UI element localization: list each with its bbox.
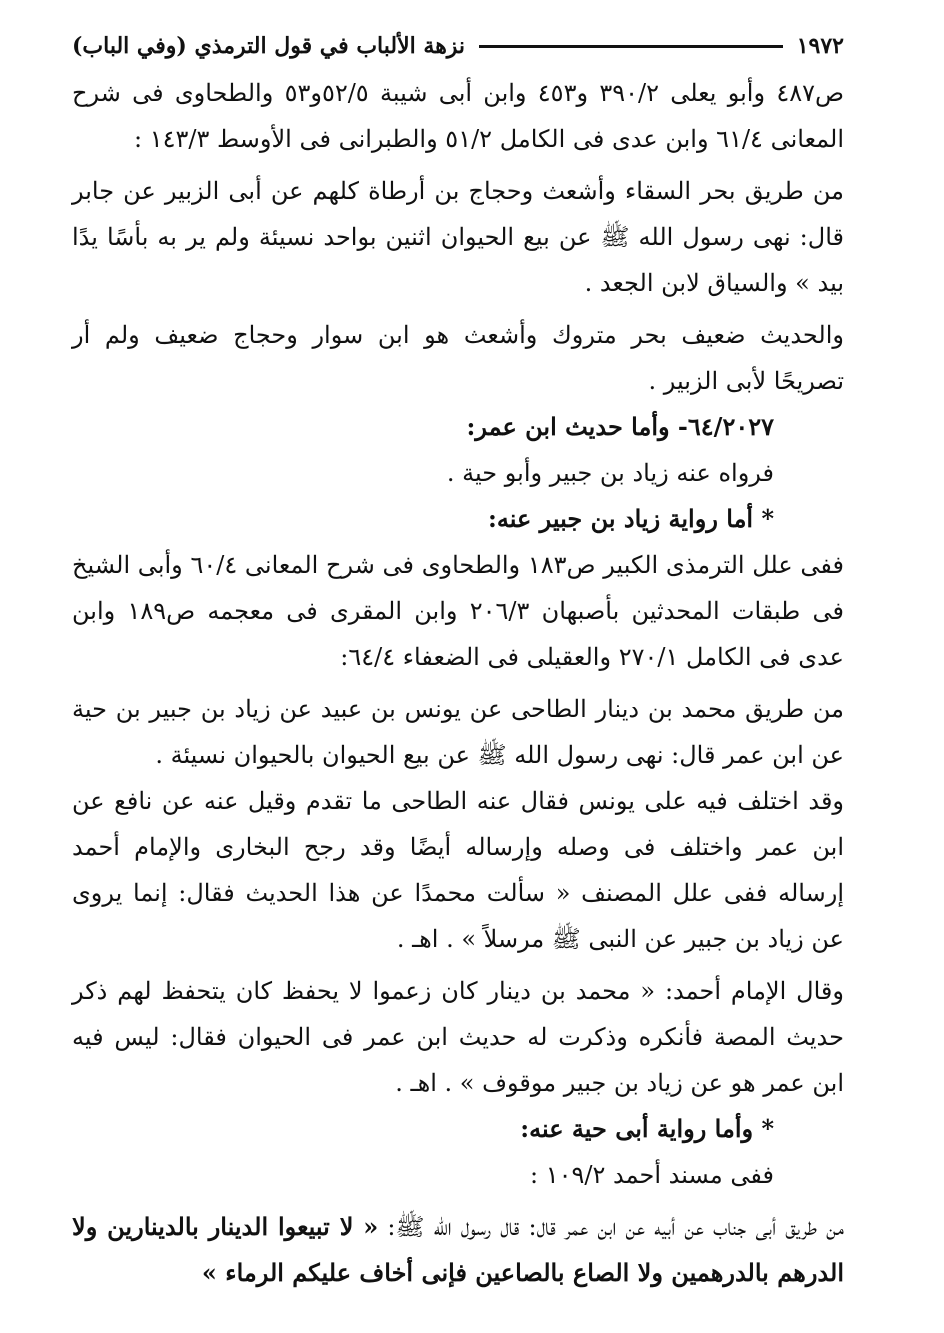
running-title: نزهة الألباب في قول الترمذي (وفي الباب) (72, 33, 466, 59)
paragraph-sources-1: ص٤٨٧ وأبو يعلى ٣٩٠/٢ و٤٥٣ وابن أبى شيبة ٥٢/٥و٥٣ والطحاوى فى شرح المعانى ٦١/٤ وابن عدى فى الكامل ٥١/٢ والطبرانى فى الأوسط ١٤٣/٣ : (72, 79, 844, 153)
paragraph-isnad-jabir: من طريق بحر السقاء وأشعث وحجاج بن أرطاة كلهم عن أبى الزبير عن جابر قال: نهى رسول الله ﷺ عن بيع الحيوان اثنين بواحد نسيئة ولم ير به بأسًا يدًا بيد » والسياق لابن الجعد . (72, 177, 844, 297)
running-header (72, 28, 844, 64)
isnad-lead-text: من طريق أبى جناب عن أبيه عن ابن عمر قال: قال رسول الله ﷺ: (378, 1213, 844, 1241)
subheading-abu-hayya: * وأما رواية أبى حية عنه: (520, 1114, 774, 1143)
paragraph-narrators: فرواه عنه زياد بن جبير وأبو حية . (446, 459, 774, 487)
paragraph-imam-ahmad: وقال الإمام أحمد: « محمد بن دينار كان زعموا لا يحفظ كان يتحفظ لهم ذكر حديث المصة فأنكره وذكرت له حديث ابن عمر فى الحيوان فقال: ليس فيه ابن عمر هو عن زياد بن جبير موقوف » . اهـ . (72, 977, 844, 1097)
page-number: ١٩٧٢ (796, 33, 844, 59)
paragraph-isnad-ziyad: من طريق محمد بن دينار الطاحى عن يونس بن عبيد عن زياد بن جبير بن حية عن ابن عمر قال: نهى رسول الله ﷺ عن بيع الحيوان بالحيوان نسيئة . (72, 695, 844, 769)
paragraph-isnad-abu-janab (72, 1204, 844, 1296)
paragraph-ikhtilaf: وقد اختلف فيه على يونس فقال عنه الطاحى ما تقدم وقيل عنه عن نافع عن ابن عمر واختلف فى وصله وإرساله أيضًا وقد رجح البخارى والإمام أحمد إرساله ففى علل المصنف « سألت محمدًا عن هذا الحديث فقال: إنما يروى عن زياد بن جبير عن النبى ﷺ مرسلاً » . اهـ . (72, 787, 845, 953)
paragraph-sources-2: ففى علل الترمذى الكبير ص١٨٣ والطحاوى فى شرح المعانى ٦٠/٤ وأبى الشيخ فى طبقات المحدثين بأصبهان ٢٠٦/٣ وابن المقرى فى معجمه ص١٨٩ وابن عدى فى الكامل ٢٧٠/١ والعقيلى فى الضعفاء ٦٤/٤: (72, 551, 844, 671)
paragraph-musnad-ahmad: ففى مسند أحمد ١٠٩/٢ : (530, 1161, 774, 1189)
hadith-quote: « لا تبيعوا الدينار بالدينارين ولا الدرهم بالدرهمين ولا الصاع بالصاعين فإنى أخاف عليكم الرماء » (72, 1212, 844, 1287)
section-heading-ibn-umar: ٦٤/٢٠٢٧- وأما حديث ابن عمر: (466, 412, 774, 441)
page-body (72, 70, 844, 1296)
paragraph-grading: والحديث ضعيف بحر متروك وأشعث هو ابن سوار وحجاج ضعيف ولم أر تصريحًا لأبى الزبير . (72, 321, 844, 395)
header-rule (479, 45, 783, 48)
subheading-ziyad: * أما رواية زياد بن جبير عنه: (488, 504, 774, 533)
